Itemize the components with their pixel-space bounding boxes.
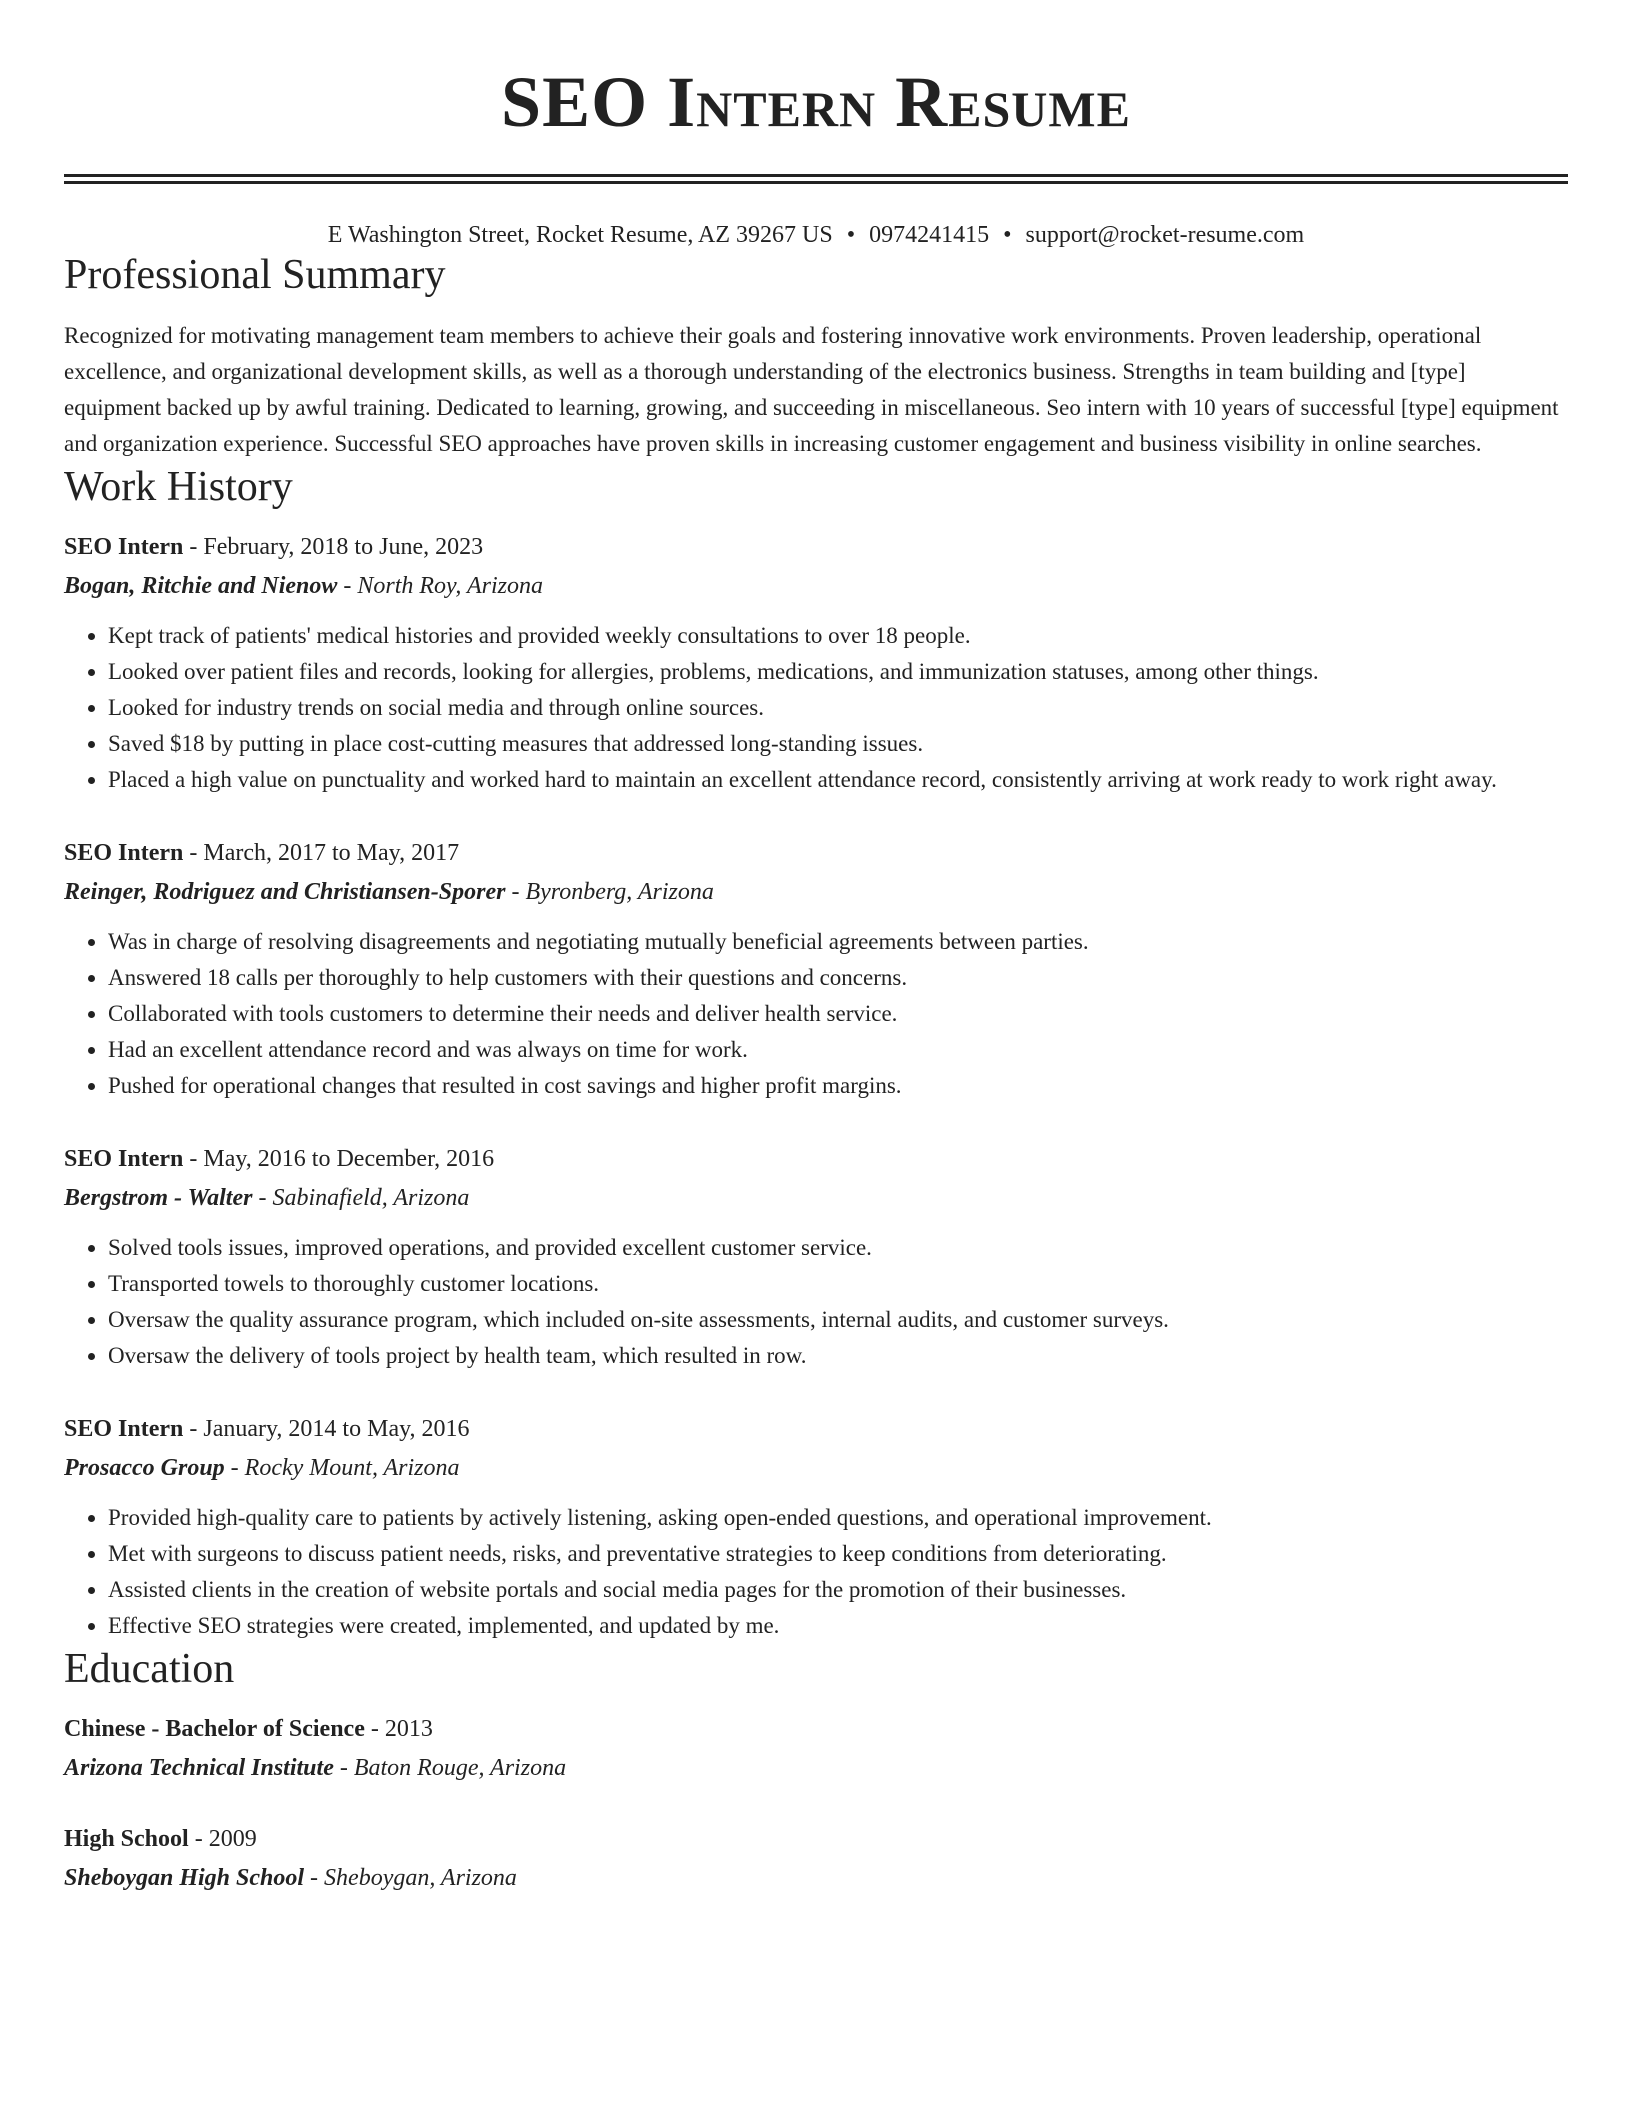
- job-bullets: [64, 1230, 1568, 1374]
- job-entry: [64, 834, 1568, 1104]
- job-bullet: • Saved $18 by putting in place cost-cutting measures that addressed long-standing issues.: [108, 726, 1568, 762]
- job-location: - North Roy, Arizona: [337, 573, 543, 599]
- education-heading: Education: [64, 1646, 235, 1692]
- contact-separator: •: [1003, 222, 1012, 248]
- job-role: SEO Intern: [64, 1416, 184, 1442]
- education-degree-line: [64, 1710, 1568, 1749]
- job-title-line: [64, 834, 1568, 873]
- education-school: Arizona Technical Institute: [64, 1755, 334, 1781]
- job-bullets: [64, 1500, 1568, 1644]
- job-bullet: • Looked over patient files and records, looking for allergies, problems, medications, and immunization statuses, among other things.: [108, 654, 1568, 690]
- job-location: - Byronberg, Arizona: [505, 879, 714, 905]
- page-title: SEO Intern Resume: [501, 62, 1131, 142]
- summary-heading: Professional Summary: [64, 252, 446, 298]
- job-role: SEO Intern: [64, 840, 184, 866]
- education-location: - Sheboygan, Arizona: [304, 1865, 517, 1891]
- job-entry: [64, 1410, 1568, 1644]
- job-entry: [64, 528, 1568, 798]
- job-bullet: • Oversaw the quality assurance program, which included on-site assessments, internal audits, and customer surveys.: [108, 1302, 1568, 1338]
- job-bullets: [64, 618, 1568, 798]
- job-company-line: [64, 873, 1568, 912]
- job-company: Reinger, Rodriguez and Christiansen-Sporer: [64, 879, 506, 905]
- job-bullet: • Provided high-quality care to patients by actively listening, asking open-ended questions, and operational improvement.: [108, 1500, 1568, 1536]
- job-dates: - January, 2014 to May, 2016: [183, 1416, 470, 1442]
- job-entry: [64, 1140, 1568, 1374]
- job-bullet: • Transported towels to thoroughly customer locations.: [108, 1266, 1568, 1302]
- job-bullet: • Assisted clients in the creation of website portals and social media pages for the promotion of their businesses.: [108, 1572, 1568, 1608]
- job-bullet: • Collaborated with tools customers to determine their needs and deliver health service.: [108, 996, 1568, 1032]
- job-role: SEO Intern: [64, 1146, 184, 1172]
- work-history-heading: Work History: [64, 464, 293, 510]
- job-bullet: • Was in charge of resolving disagreements and negotiating mutually beneficial agreements between parties.: [108, 924, 1568, 960]
- job-bullet: • Looked for industry trends on social media and through online sources.: [108, 690, 1568, 726]
- job-location: - Sabinafield, Arizona: [252, 1185, 470, 1211]
- job-dates: - February, 2018 to June, 2023: [183, 534, 484, 560]
- job-bullet: • Solved tools issues, improved operations, and provided excellent customer service.: [108, 1230, 1568, 1266]
- job-company-line: [64, 1449, 1568, 1488]
- contact-address: E Washington Street, Rocket Resume, AZ 39267 US: [327, 222, 833, 248]
- education-degree-line: [64, 1820, 1568, 1859]
- job-bullet: • Placed a high value on punctuality and worked hard to maintain an excellent attendance record, consistently arriving at work ready to work right away.: [108, 762, 1568, 798]
- job-bullet: • Met with surgeons to discuss patient needs, risks, and preventative strategies to keep conditions from deteriorating.: [108, 1536, 1568, 1572]
- contact-line: [64, 220, 1568, 250]
- summary-text: Recognized for motivating management team members to achieve their goals and fostering innovative work environments. Proven leadership, operational excellence, and organizational development skills, as well as a thorough understanding of the electronics business. Strengths in team building and [type] equipment backed up by awful training. Dedicated to learning, growing, and succeeding in miscellaneous. Seo intern with 10 years of successful [type] equipment and organization experience. Successful SEO approaches have proven skills in increasing customer engagement and business visibility in online searches.: [64, 323, 1559, 456]
- education-entry: [64, 1710, 1568, 1788]
- job-bullet: • Answered 18 calls per thoroughly to help customers with their questions and concerns.: [108, 960, 1568, 996]
- job-bullet: • Had an excellent attendance record and was always on time for work.: [108, 1032, 1568, 1068]
- education-school-line: [64, 1859, 1568, 1898]
- contact-email: support@rocket-resume.com: [1025, 222, 1305, 248]
- job-company: Bogan, Ritchie and Nienow: [64, 573, 338, 599]
- job-dates: - May, 2016 to December, 2016: [183, 1146, 495, 1172]
- job-role: SEO Intern: [64, 534, 184, 560]
- job-company-line: [64, 1179, 1568, 1218]
- education-year: - 2013: [364, 1716, 433, 1742]
- job-dates: - March, 2017 to May, 2017: [183, 840, 460, 866]
- education-school-line: [64, 1749, 1568, 1788]
- job-bullet: • Pushed for operational changes that resulted in cost savings and higher profit margins.: [108, 1068, 1568, 1104]
- education-school: Sheboygan High School: [64, 1865, 305, 1891]
- job-bullet: • Kept track of patients' medical histories and provided weekly consultations to over 18 people.: [108, 618, 1568, 654]
- education-entry: [64, 1820, 1568, 1898]
- education-location: - Baton Rouge, Arizona: [333, 1755, 567, 1781]
- education-year: - 2009: [188, 1826, 257, 1852]
- job-bullets: [64, 924, 1568, 1104]
- job-company: Bergstrom - Walter: [64, 1185, 253, 1211]
- contact-separator: •: [846, 222, 856, 248]
- job-bullet: • Oversaw the delivery of tools project by health team, which resulted in row.: [108, 1338, 1568, 1374]
- job-title-line: [64, 1410, 1568, 1449]
- job-title-line: [64, 1140, 1568, 1179]
- contact-phone: 0974241415: [869, 222, 990, 248]
- job-bullet: • Effective SEO strategies were created, implemented, and updated by me.: [108, 1608, 1568, 1644]
- job-company-line: [64, 567, 1568, 606]
- education-degree: Chinese - Bachelor of Science: [64, 1716, 365, 1742]
- title-double-rule: [64, 174, 1568, 184]
- job-company: Prosacco Group: [64, 1455, 225, 1481]
- education-degree: High School: [64, 1826, 189, 1852]
- job-location: - Rocky Mount, Arizona: [224, 1455, 460, 1481]
- job-title-line: [64, 528, 1568, 567]
